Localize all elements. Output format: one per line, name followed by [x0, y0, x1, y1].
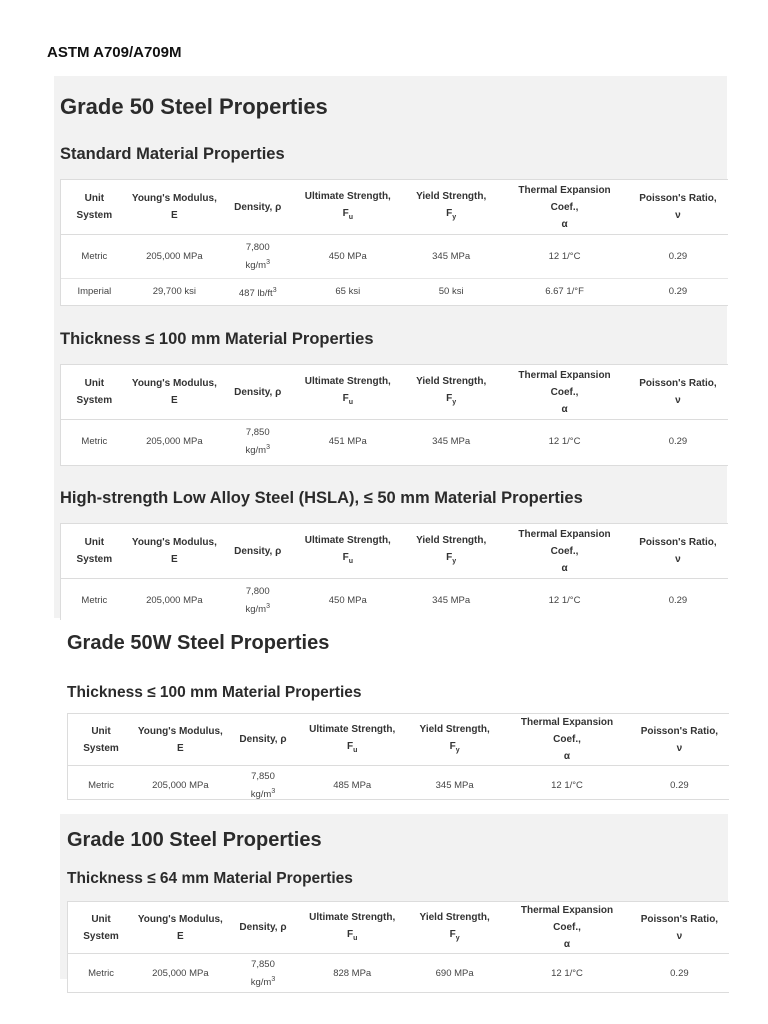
cell-fy: 690 MPa: [435, 968, 474, 980]
g50-thickness-table: [60, 364, 728, 466]
youngs-modulus-header: [128, 180, 221, 235]
density-header: [221, 180, 294, 235]
header-text: Density, ρ: [239, 922, 287, 933]
header-text: System: [76, 395, 113, 406]
g100-thickness-heading: Thickness ≤ 64 mm Material Properties: [67, 870, 353, 887]
header-text: E: [171, 210, 178, 221]
cell-a: 12 1/°C: [548, 595, 581, 607]
grade-100-title: Grade 100 Steel Properties: [67, 829, 322, 851]
density-unit: kg/m: [250, 789, 272, 801]
youngs-modulus-header: [134, 902, 227, 954]
header-text: Ultimate Strength,: [309, 911, 396, 923]
cell-d: [221, 579, 294, 623]
header-text: Density, ρ: [234, 201, 282, 213]
header-text: ν: [675, 210, 681, 221]
yield-strength-header: [401, 365, 501, 420]
youngs-modulus-header: [128, 365, 221, 420]
header-text: α: [561, 218, 568, 230]
header-text: Yield Strength,: [416, 191, 487, 202]
header-subscript: y: [452, 558, 457, 565]
header-text: Yield Strength,: [419, 723, 490, 735]
header-text: System: [83, 742, 119, 754]
density-header: [221, 365, 294, 420]
unit-system-header: [61, 524, 128, 579]
header-text: Yield Strength,: [419, 911, 490, 923]
cell-unit: Metric: [88, 968, 114, 980]
cell-fy: 50 ksi: [401, 279, 501, 305]
table-row: [68, 954, 729, 994]
unit-system-header: [61, 365, 128, 420]
yield-strength-header: [401, 524, 501, 579]
cell-e: 205,000 MPa: [152, 968, 209, 980]
properties-table: [68, 902, 729, 994]
table-header-row: [61, 524, 728, 579]
cell-a: 12 1/°C: [548, 436, 581, 448]
g100-thickness-table: [67, 901, 729, 993]
thermal-expansion-header: [501, 365, 628, 420]
header-text: Thermal Expansion Coef.,: [520, 905, 614, 933]
table-row: [61, 420, 728, 464]
density-exponent: 3: [266, 603, 270, 611]
header-text: Poisson's Ratio,: [640, 913, 719, 925]
header-subscript: u: [348, 558, 353, 565]
header-text: Unit: [91, 725, 111, 737]
properties-table: [61, 365, 728, 464]
youngs-modulus-header: [128, 524, 221, 579]
cell-fu: 450 MPa: [328, 595, 367, 607]
cell-d: [221, 235, 294, 279]
unit-system-header: [61, 180, 128, 235]
header-text: System: [76, 554, 113, 565]
density-exponent: 3: [266, 258, 270, 266]
table-header-row: [61, 180, 728, 235]
header-text: Yield Strength,: [416, 376, 487, 387]
header-text: α: [561, 562, 568, 574]
cell-a: 12 1/°C: [548, 251, 581, 262]
poissons-ratio-header: [630, 714, 729, 766]
header-text: Poisson's Ratio,: [639, 537, 717, 548]
header-subscript: u: [348, 399, 353, 406]
header-symbol: F: [446, 552, 453, 563]
cell-fu: 450 MPa: [328, 251, 367, 262]
thermal-expansion-header: [504, 714, 630, 766]
cell-d: [221, 279, 294, 305]
cell-fu: 485 MPa: [333, 780, 372, 792]
table-row: [61, 579, 728, 623]
g50-standard-heading: Standard Material Properties: [60, 145, 285, 163]
header-symbol: F: [449, 740, 456, 752]
cell-e: 205,000 MPa: [146, 436, 203, 448]
header-symbol: F: [342, 393, 349, 404]
header-text: ν: [676, 742, 683, 754]
header-text: Thermal Expansion Coef.,: [520, 717, 614, 745]
header-text: E: [177, 930, 184, 942]
header-symbol: F: [347, 928, 354, 940]
g50w-thickness-heading: Thickness ≤ 100 mm Material Properties: [67, 684, 362, 701]
cell-unit: Metric: [81, 251, 108, 262]
header-subscript: y: [452, 399, 457, 406]
header-text: System: [76, 210, 113, 221]
header-text: Thermal Expansion Coef.,: [518, 184, 611, 213]
header-text: Young's Modulus,: [137, 913, 223, 925]
header-symbol: F: [342, 208, 349, 219]
density-value: 7,850: [251, 771, 275, 783]
ultimate-strength-header: [299, 714, 405, 766]
cell-e: 205,000 MPa: [146, 595, 203, 607]
header-symbol: F: [446, 208, 453, 219]
grade-50w-panel: [60, 620, 728, 805]
cell-unit: Metric: [88, 780, 114, 792]
grade-50-panel: [54, 76, 727, 618]
header-text: E: [171, 395, 178, 406]
header-text: Density, ρ: [234, 386, 282, 398]
table-header-row: [68, 714, 729, 766]
ultimate-strength-header: [294, 524, 401, 579]
header-text: Poisson's Ratio,: [640, 725, 719, 737]
header-text: Young's Modulus,: [131, 537, 217, 548]
g50-hsla-heading: High-strength Low Alloy Steel (HSLA), ≤ 50 mm Material Properties: [60, 489, 583, 507]
density-value: 7,800: [245, 586, 270, 598]
density-value: 7,800: [245, 241, 270, 253]
header-text: Ultimate Strength,: [304, 191, 391, 202]
header-text: ν: [675, 395, 681, 406]
header-text: α: [563, 939, 571, 950]
cell-fu: 828 MPa: [333, 968, 372, 980]
header-text: E: [177, 742, 184, 754]
header-text: Young's Modulus,: [131, 378, 217, 389]
properties-table: [68, 714, 729, 806]
density-unit: kg/m: [250, 977, 272, 989]
thermal-expansion-header: [504, 902, 630, 954]
g50-hsla-table: [60, 523, 728, 635]
poissons-ratio-header: [628, 524, 728, 579]
cell-fy: 345 MPa: [432, 595, 471, 607]
ultimate-strength-header: [294, 180, 401, 235]
poissons-ratio-header: [628, 180, 728, 235]
header-subscript: y: [452, 214, 457, 221]
yield-strength-header: [405, 714, 504, 766]
properties-table: [61, 180, 728, 305]
table-row: [61, 235, 728, 279]
table-header-row: [68, 902, 729, 954]
density-unit: kg/m: [245, 445, 267, 457]
g50-standard-table: [60, 179, 728, 306]
header-text: Ultimate Strength,: [304, 535, 391, 546]
density-header: [227, 902, 300, 954]
header-text: Thermal Expansion Coef.,: [518, 528, 611, 557]
cell-v: 0.29: [670, 780, 689, 792]
header-text: Poisson's Ratio,: [639, 378, 717, 389]
header-text: System: [83, 930, 119, 942]
cell-v: 0.29: [668, 436, 688, 448]
cell-fu: 451 MPa: [328, 436, 367, 448]
poissons-ratio-header: [628, 365, 728, 420]
header-text: Unit: [84, 193, 105, 204]
header-text: ν: [675, 554, 681, 565]
grade-100-panel: [60, 814, 728, 989]
unit-system-header: [68, 714, 134, 766]
header-text: Ultimate Strength,: [309, 723, 396, 735]
header-symbol: F: [449, 928, 456, 940]
document-title: ASTM A709/A709M: [47, 44, 182, 61]
unit-system-header: [68, 902, 134, 954]
header-text: Unit: [91, 913, 111, 925]
density-exponent: 3: [271, 976, 276, 984]
density-exponent: 3: [272, 286, 277, 294]
header-subscript: u: [353, 746, 358, 754]
cell-d: [221, 420, 294, 464]
yield-strength-header: [401, 180, 501, 235]
cell-v: 0.29: [668, 251, 688, 262]
yield-strength-header: [405, 902, 504, 954]
header-symbol: F: [446, 393, 453, 404]
header-text: Young's Modulus,: [131, 193, 217, 204]
header-text: Density, ρ: [239, 734, 287, 745]
header-text: Density, ρ: [234, 545, 282, 557]
header-text: α: [563, 751, 571, 762]
header-text: Poisson's Ratio,: [639, 193, 717, 204]
header-text: Unit: [84, 537, 105, 548]
header-text: Unit: [84, 378, 105, 389]
cell-fy: 345 MPa: [432, 251, 471, 262]
density-value: 7,850: [251, 959, 275, 971]
header-text: Thermal Expansion Coef.,: [518, 369, 611, 398]
ultimate-strength-header: [299, 902, 405, 954]
youngs-modulus-header: [134, 714, 227, 766]
density-header: [227, 714, 300, 766]
header-text: ν: [676, 930, 683, 942]
header-text: Yield Strength,: [416, 535, 487, 546]
g50w-thickness-table: [67, 713, 729, 800]
density-header: [221, 524, 294, 579]
header-symbol: F: [342, 552, 349, 563]
header-text: Young's Modulus,: [137, 725, 223, 737]
cell-a: 12 1/°C: [551, 780, 583, 792]
grade-50-title: Grade 50 Steel Properties: [60, 94, 328, 119]
cell-fy: 345 MPa: [435, 780, 474, 792]
properties-table: [61, 524, 728, 623]
cell-a: 6.67 1/°F: [501, 279, 628, 305]
grade-50w-title: Grade 50W Steel Properties: [67, 632, 330, 654]
density-value: 7,850: [245, 427, 270, 439]
header-subscript: y: [455, 934, 460, 942]
cell-unit: Metric: [81, 436, 108, 448]
ultimate-strength-header: [294, 365, 401, 420]
g50-thickness-heading: Thickness ≤ 100 mm Material Properties: [60, 330, 374, 348]
header-symbol: F: [347, 740, 354, 752]
header-subscript: u: [353, 934, 358, 942]
cell-d: [227, 766, 300, 806]
header-subscript: u: [348, 214, 353, 221]
cell-a: 12 1/°C: [551, 968, 583, 980]
header-subscript: y: [455, 746, 460, 754]
density-exponent: 3: [271, 788, 276, 796]
cell-e: 29,700 ksi: [128, 279, 221, 305]
cell-e: 205,000 MPa: [146, 251, 203, 262]
header-text: Ultimate Strength,: [304, 376, 391, 387]
cell-unit: Metric: [81, 595, 108, 607]
density-exponent: 3: [266, 444, 270, 452]
table-header-row: [61, 365, 728, 420]
table-row: [68, 766, 729, 806]
cell-unit: Imperial: [61, 279, 128, 305]
cell-fu: 65 ksi: [294, 279, 401, 305]
cell-fy: 345 MPa: [432, 436, 471, 448]
header-text: E: [171, 554, 178, 565]
table-row: [61, 279, 728, 305]
cell-v: 0.29: [670, 968, 689, 980]
density-unit: kg/m: [245, 604, 267, 616]
cell-v: 0.29: [628, 279, 728, 305]
poissons-ratio-header: [630, 902, 729, 954]
density-value: 487 lb/ft: [238, 287, 273, 299]
cell-v: 0.29: [668, 595, 688, 607]
thermal-expansion-header: [501, 180, 628, 235]
thermal-expansion-header: [501, 524, 628, 579]
cell-e: 205,000 MPa: [152, 780, 209, 792]
density-unit: kg/m: [245, 260, 267, 272]
header-text: α: [561, 403, 568, 415]
cell-d: [227, 954, 300, 994]
